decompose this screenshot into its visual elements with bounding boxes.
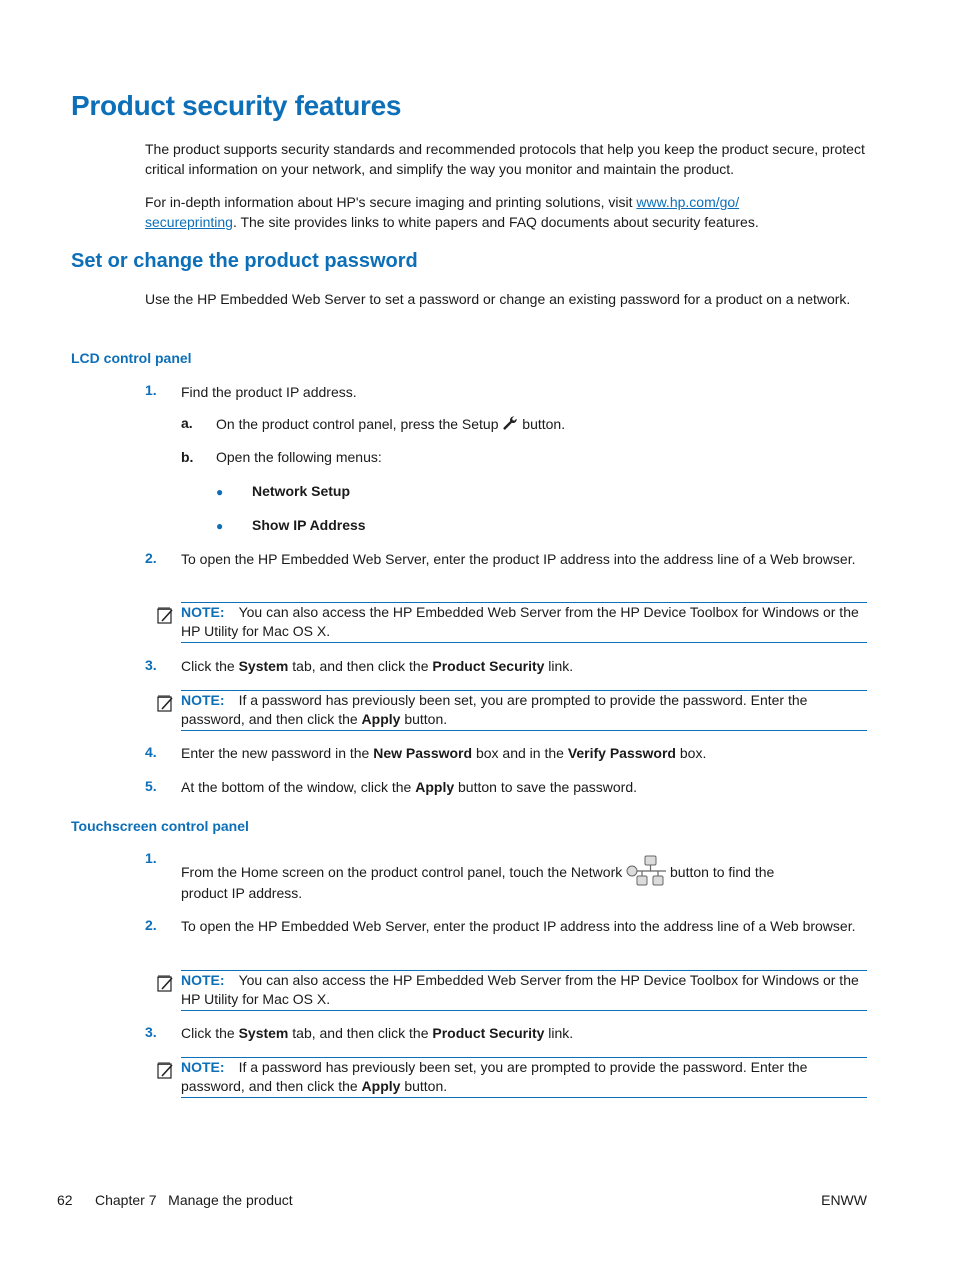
page-title: Product security features <box>71 90 402 121</box>
step-number: 2. <box>145 550 157 566</box>
touchscreen-heading: Touchscreen control panel <box>71 818 249 834</box>
touch-step-3: Click the System tab, and then click the Product Security link. <box>181 1025 574 1041</box>
lcd-step-1: Find the product IP address. <box>181 384 357 400</box>
bullet: ● <box>216 485 224 499</box>
lcd-step-5: At the bottom of the window, click the Apply button to save the password. <box>181 779 638 795</box>
section-heading: Set or change the product password <box>71 250 418 272</box>
chapter-label: Chapter 7 Manage the product <box>95 1192 293 1208</box>
step-number: 2. <box>145 917 157 933</box>
step-number: 3. <box>145 657 157 673</box>
lcd-step-4: Enter the new password in the New Password box and in the Verify Password box. <box>181 745 707 761</box>
secureprinting-link-cont[interactable]: secureprinting <box>145 214 233 230</box>
note-label: NOTE: <box>181 1059 225 1075</box>
lcd-heading: LCD control panel <box>71 350 192 366</box>
menu-show-ip-address: Show IP Address <box>252 517 366 533</box>
note-label: NOTE: <box>181 692 225 708</box>
secureprinting-link[interactable]: www.hp.com/go/ <box>636 194 740 210</box>
note-box: NOTE: You can also access the HP Embedded Web Server from the HP Device Toolbox for Windows or the HP Utility for Mac OS X. <box>181 602 867 643</box>
substep-label: a. <box>181 415 193 431</box>
lcd-substep-a: On the product control panel, press the Setup button. <box>216 416 566 432</box>
note-icon <box>156 973 176 993</box>
lcd-substep-b: Open the following menus: <box>216 449 382 465</box>
lcd-step-2: To open the HP Embedded Web Server, enter the product IP address into the address line of a Web browser. <box>181 551 856 567</box>
note-box: NOTE: If a password has previously been set, you are prompted to provide the password. Enter the password, and then click the Apply button. <box>181 1057 867 1098</box>
note-label: NOTE: <box>181 972 225 988</box>
menu-network-setup: Network Setup <box>252 483 351 499</box>
step-number: 4. <box>145 744 157 760</box>
note-icon <box>156 605 176 625</box>
bullet: ● <box>216 519 224 533</box>
section-intro: Use the HP Embedded Web Server to set a password or change an existing password for a product on a network. <box>145 291 851 307</box>
note-icon <box>156 693 176 713</box>
step-number: 1. <box>145 850 157 866</box>
step-number: 5. <box>145 778 157 794</box>
intro-paragraph: The product supports security standards and recommended protocols that help you keep the product secure, protect critical information on your network, and simplify the way you monitor and maintain the product. <box>145 141 865 177</box>
step-number: 3. <box>145 1024 157 1040</box>
touch-step-1-cont: product IP address. <box>181 885 303 901</box>
intro-link-paragraph: For in-depth information about HP's secure imaging and printing solutions, visit www.hp.com/go/ secureprinting. The site provides links to white papers and FAQ documents about security features. <box>145 194 759 230</box>
note-label: NOTE: <box>181 604 225 620</box>
substep-label: b. <box>181 449 194 465</box>
footer-right: ENWW <box>821 1192 867 1208</box>
wrench-icon <box>502 415 518 434</box>
note-icon <box>156 1060 176 1080</box>
note-box: NOTE: You can also access the HP Embedded Web Server from the HP Device Toolbox for Windows or the HP Utility for Mac OS X. <box>181 970 867 1011</box>
note-box: NOTE: If a password has previously been set, you are prompted to provide the password. Enter the password, and then click the Apply button. <box>181 690 867 731</box>
lcd-step-3: Click the System tab, and then click the Product Security link. <box>181 658 574 674</box>
page-number: 62 <box>57 1192 73 1208</box>
touch-step-1: From the Home screen on the product control panel, touch the Network button to find the <box>181 855 871 892</box>
step-number: 1. <box>145 382 157 398</box>
touch-step-2: To open the HP Embedded Web Server, enter the product IP address into the address line of a Web browser. <box>181 918 856 934</box>
